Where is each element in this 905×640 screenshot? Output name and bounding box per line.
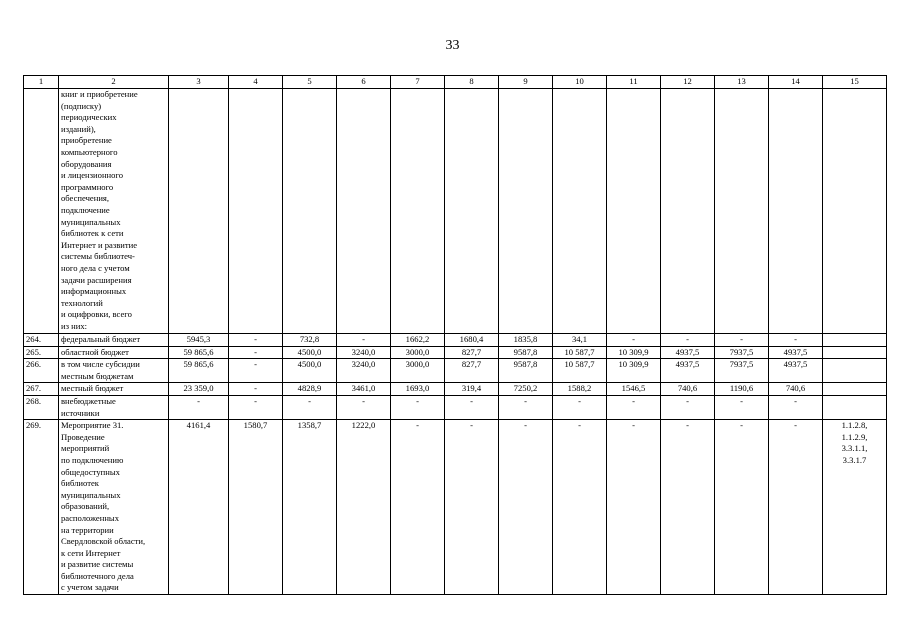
row-number: 266. — [24, 359, 59, 383]
row-number: 269. — [24, 420, 59, 595]
value-cell: 4937,5 — [661, 359, 715, 383]
value-cell: 7937,5 — [715, 359, 769, 383]
value-cell: 3000,0 — [391, 346, 445, 359]
target-codes — [823, 395, 887, 419]
value-cell: - — [715, 334, 769, 347]
empty-cell — [445, 89, 499, 334]
value-cell: - — [715, 395, 769, 419]
row-number: 268. — [24, 395, 59, 419]
value-cell: 1222,0 — [337, 420, 391, 595]
empty-cell — [169, 89, 229, 334]
value-cell: - — [229, 383, 283, 396]
empty-cell — [283, 89, 337, 334]
continuation-text: книг и приобретение (подписку) периодических изданий), приобретение компьютерного оборудования и лицензионного программного обеспечения, подключение муниципальных библиотек к сети Интернет и развитие системы библиотеч- ного дела с учетом задачи расширения информационных технологий и оцифровки, всего из них: — [59, 89, 169, 334]
row-number: 264. — [24, 334, 59, 347]
value-cell: - — [661, 334, 715, 347]
value-cell: - — [499, 420, 553, 595]
column-header: 5 — [283, 76, 337, 89]
empty-cell — [337, 89, 391, 334]
empty-cell — [769, 89, 823, 334]
value-cell: 10 587,7 — [553, 346, 607, 359]
value-cell: 7937,5 — [715, 346, 769, 359]
value-cell: 1358,7 — [283, 420, 337, 595]
value-cell: 1693,0 — [391, 383, 445, 396]
column-header: 3 — [169, 76, 229, 89]
value-cell: - — [607, 334, 661, 347]
value-cell: - — [769, 420, 823, 595]
value-cell: - — [229, 346, 283, 359]
value-cell: 1190,6 — [715, 383, 769, 396]
value-cell: - — [553, 420, 607, 595]
value-cell: 3240,0 — [337, 359, 391, 383]
column-header: 11 — [607, 76, 661, 89]
empty-cell — [229, 89, 283, 334]
value-cell: - — [499, 395, 553, 419]
value-cell: - — [661, 395, 715, 419]
value-cell: - — [337, 395, 391, 419]
value-cell: - — [229, 395, 283, 419]
target-codes — [823, 359, 887, 383]
table-row — [24, 420, 887, 595]
column-header: 7 — [391, 76, 445, 89]
value-cell: - — [391, 420, 445, 595]
row-name: внебюджетные источники — [59, 395, 169, 419]
target-codes — [823, 346, 887, 359]
value-cell: - — [391, 395, 445, 419]
empty-cell — [499, 89, 553, 334]
target-codes: 1.1.2.8, 1.1.2.9, 3.3.1.1, 3.3.1.7 — [823, 420, 887, 595]
table-row — [24, 395, 887, 419]
value-cell: 10 309,9 — [607, 359, 661, 383]
value-cell: 827,7 — [445, 359, 499, 383]
value-cell: 1662,2 — [391, 334, 445, 347]
value-cell: 5945,3 — [169, 334, 229, 347]
value-cell: 1546,5 — [607, 383, 661, 396]
value-cell: 9587,8 — [499, 346, 553, 359]
row-number: 265. — [24, 346, 59, 359]
value-cell: - — [769, 334, 823, 347]
table-body — [24, 76, 887, 595]
value-cell: 4500,0 — [283, 346, 337, 359]
value-cell: 10 587,7 — [553, 359, 607, 383]
row-number — [24, 89, 59, 334]
column-header: 6 — [337, 76, 391, 89]
value-cell: 4937,5 — [661, 346, 715, 359]
value-cell: 740,6 — [661, 383, 715, 396]
value-cell: 4161,4 — [169, 420, 229, 595]
budget-table — [23, 75, 887, 595]
value-cell: 4937,5 — [769, 359, 823, 383]
table-row — [24, 346, 887, 359]
value-cell: 1680,4 — [445, 334, 499, 347]
row-name: Мероприятие 31. Проведение мероприятий по подключению общедоступных библиотек муниципальных образований, расположенных на территории Свердловской области, к сети Интернет и развитие системы библиотечного дела с учетом задачи — [59, 420, 169, 595]
empty-cell — [391, 89, 445, 334]
value-cell: - — [445, 420, 499, 595]
value-cell: 732,8 — [283, 334, 337, 347]
value-cell: - — [607, 395, 661, 419]
value-cell: 7250,2 — [499, 383, 553, 396]
value-cell: - — [553, 395, 607, 419]
table-row — [24, 383, 887, 396]
value-cell: - — [229, 359, 283, 383]
value-cell: - — [337, 334, 391, 347]
value-cell: - — [607, 420, 661, 595]
row-name: областной бюджет — [59, 346, 169, 359]
row-number: 267. — [24, 383, 59, 396]
target-codes — [823, 334, 887, 347]
column-header: 8 — [445, 76, 499, 89]
empty-cell — [823, 89, 887, 334]
value-cell: - — [229, 334, 283, 347]
column-header: 14 — [769, 76, 823, 89]
page-number: 33 — [445, 38, 460, 53]
empty-cell — [553, 89, 607, 334]
target-codes — [823, 383, 887, 396]
column-header: 12 — [661, 76, 715, 89]
value-cell: 3240,0 — [337, 346, 391, 359]
row-name: федеральный бюджет — [59, 334, 169, 347]
table-row — [24, 359, 887, 383]
column-header: 4 — [229, 76, 283, 89]
empty-cell — [607, 89, 661, 334]
value-cell: 3461,0 — [337, 383, 391, 396]
row-name: местный бюджет — [59, 383, 169, 396]
value-cell: 59 865,6 — [169, 359, 229, 383]
value-cell: - — [283, 395, 337, 419]
value-cell: 9587,8 — [499, 359, 553, 383]
value-cell: 1835,8 — [499, 334, 553, 347]
column-header: 1 — [24, 76, 59, 89]
value-cell: 59 865,6 — [169, 346, 229, 359]
value-cell: 827,7 — [445, 346, 499, 359]
value-cell: 23 359,0 — [169, 383, 229, 396]
row-name: в том числе субсидии местным бюджетам — [59, 359, 169, 383]
value-cell: - — [769, 395, 823, 419]
value-cell: 1580,7 — [229, 420, 283, 595]
value-cell: 3000,0 — [391, 359, 445, 383]
value-cell: 4937,5 — [769, 346, 823, 359]
value-cell: - — [445, 395, 499, 419]
column-header: 2 — [59, 76, 169, 89]
value-cell: - — [661, 420, 715, 595]
value-cell: 34,1 — [553, 334, 607, 347]
empty-cell — [661, 89, 715, 334]
column-header: 10 — [553, 76, 607, 89]
value-cell: 4500,0 — [283, 359, 337, 383]
table-row — [24, 334, 887, 347]
value-cell: 10 309,9 — [607, 346, 661, 359]
value-cell: 1588,2 — [553, 383, 607, 396]
value-cell: - — [715, 420, 769, 595]
value-cell: - — [169, 395, 229, 419]
column-header: 13 — [715, 76, 769, 89]
column-header: 15 — [823, 76, 887, 89]
column-header: 9 — [499, 76, 553, 89]
value-cell: 4828,9 — [283, 383, 337, 396]
value-cell: 319,4 — [445, 383, 499, 396]
empty-cell — [715, 89, 769, 334]
value-cell: 740,6 — [769, 383, 823, 396]
continuation-row — [24, 89, 887, 334]
table-header-row — [24, 76, 887, 89]
